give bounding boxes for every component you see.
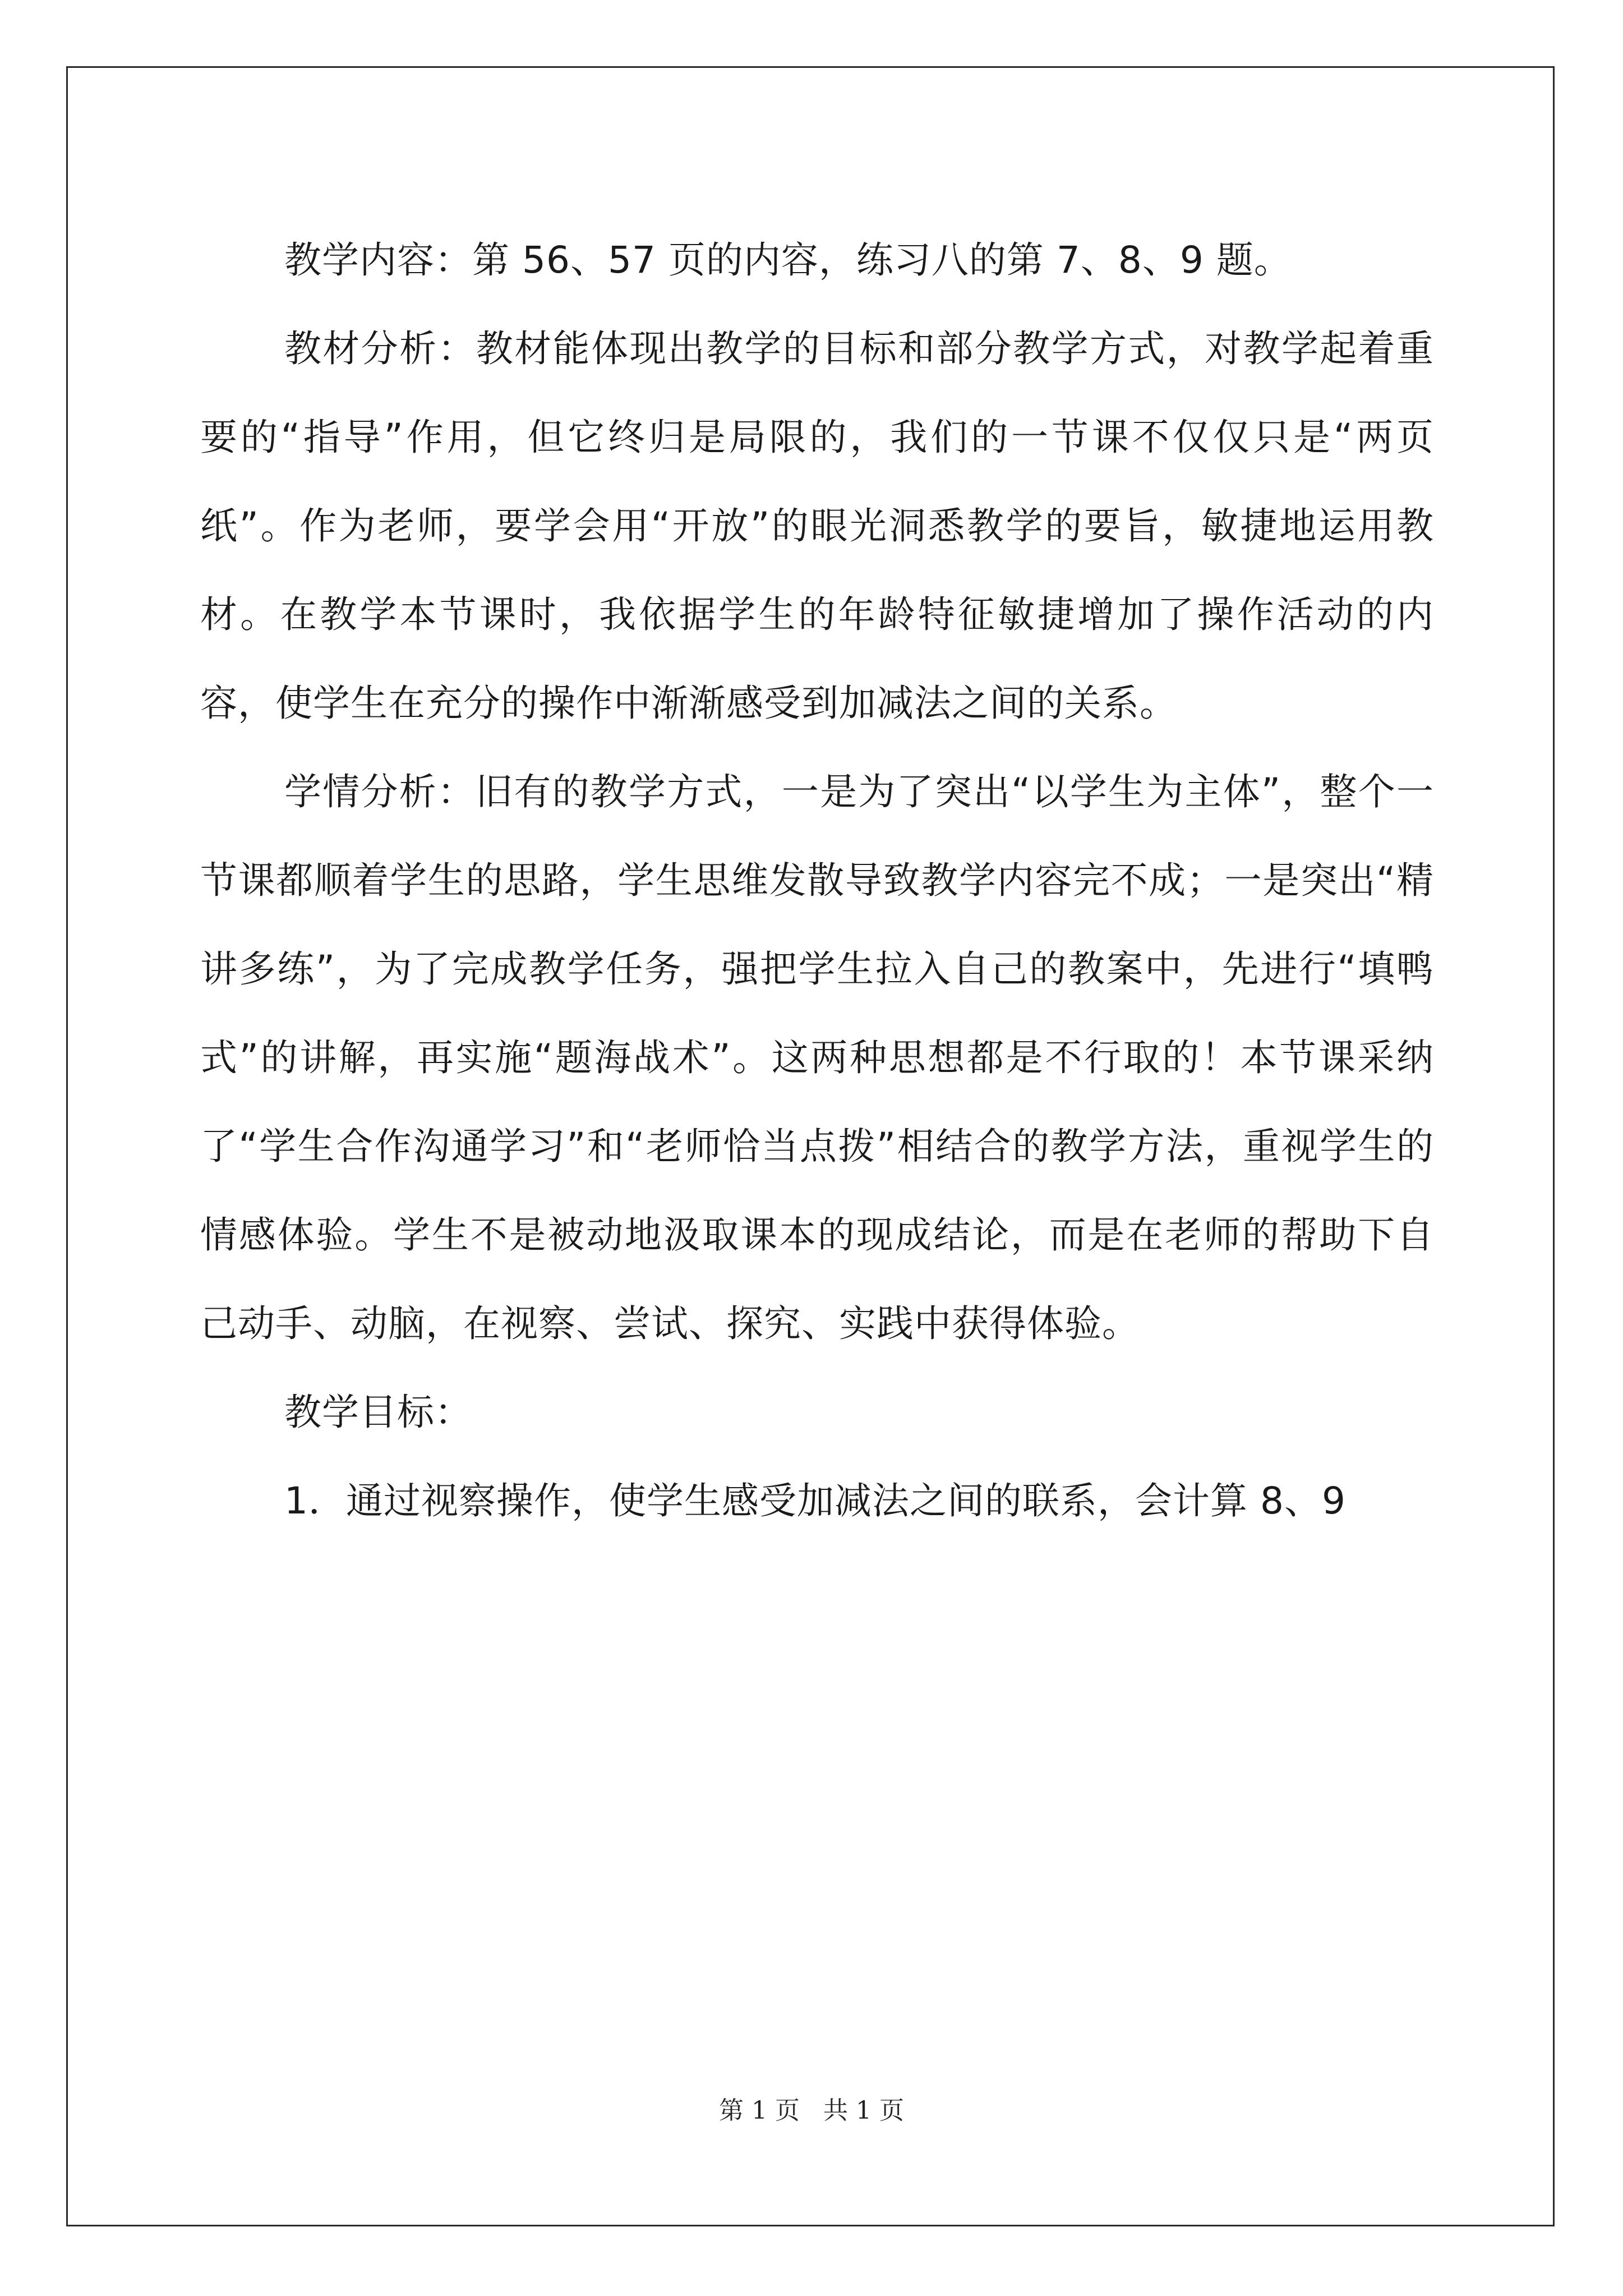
paragraph-goal-1: 1．通过视察操作，使学生感受加减法之间的联系，会计算 8、9 xyxy=(284,1479,1346,1522)
page-footer xyxy=(0,2090,1623,2126)
paragraph-material-analysis: 教材分析：教材能体现出教学的目标和部分教学方式，对教学起着重要的“指导”作用，但它终归是局限的，我们的一节课不仅仅只是“两页纸”。作为老师，要学会用“开放”的眼光洞悉教学的要旨，敏捷地运用教材。在教学本节课时，我依据学生的年龄特征敏捷增加了操作活动的内容，使学生在充分的操作中渐渐感受到加减法之间的关系。 xyxy=(200,327,1434,725)
page-total: 共 1 页 xyxy=(823,2096,904,2125)
paragraph-teaching-goals-heading: 教学目标： xyxy=(284,1391,472,1434)
paragraph-teaching-content: 教学内容：第 56、57 页的内容，练习八的第 7、8、9 题。 xyxy=(284,238,1292,282)
page-number: 第 1 页 xyxy=(719,2096,800,2125)
paragraph-learning-analysis: 学情分析：旧有的教学方式，一是为了突出“以学生为主体”，整个一节课都顺着学生的思路，学生思维发散导致教学内容完不成；一是突出“精讲多练”，为了完成教学任务，强把学生拉入自己的教案中，先进行“填鸭式”的讲解，再实施“题海战术”。这两种思想都是不行取的！本节课采纳了“学生合作沟通学习”和“老师恰当点拨”相结合的教学方法，重视学生的情感体验。学生不是被动地汲取课本的现成结论，而是在老师的帮助下自己动手、动脑，在视察、尝试、探究、实践中获得体验。 xyxy=(200,770,1434,1345)
document-body xyxy=(200,216,1434,1545)
